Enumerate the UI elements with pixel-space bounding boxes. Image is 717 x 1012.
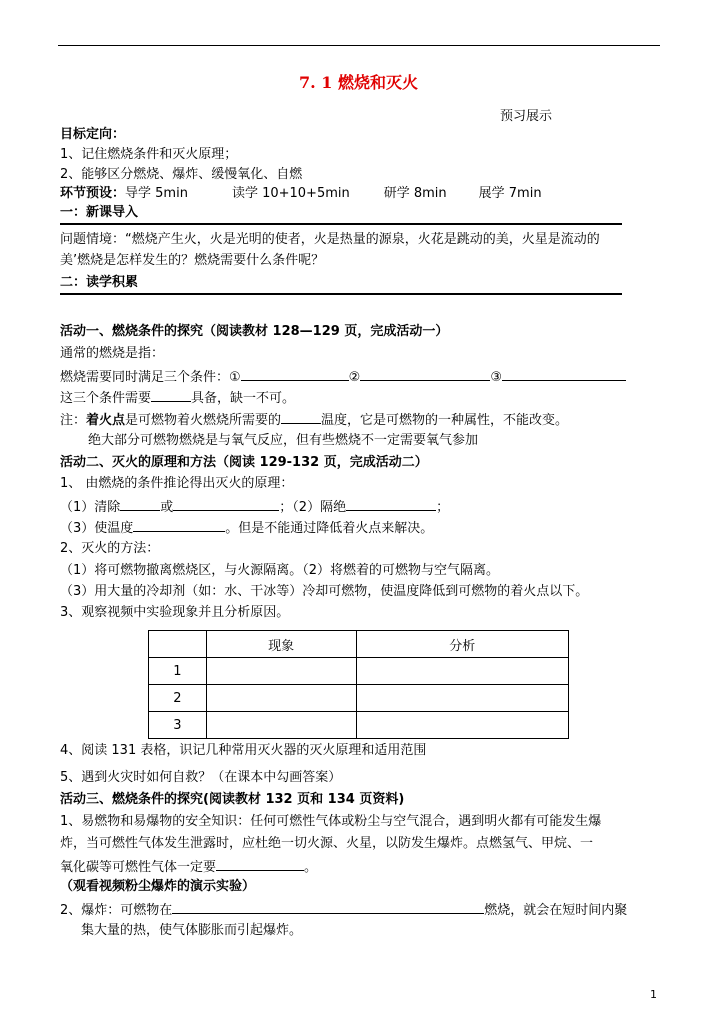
page-title: 7. 1 燃烧和灭火 <box>299 73 418 92</box>
activity2-line5: （1）将可燃物撤离燃烧区，与火源隔离。（2）将燃着的可燃物与空气隔离。 <box>60 563 500 578</box>
answer-blank-10[interactable] <box>216 857 304 871</box>
goals-heading: 目标定向： <box>60 127 126 142</box>
activity2-line3 <box>60 518 433 538</box>
answer-blank-4[interactable] <box>151 388 191 402</box>
conditions-label: 燃烧需要同时满足三个条件：① <box>60 370 241 385</box>
activity2-line7: 3、观察视频中实验现象并且分析原因。 <box>60 605 290 620</box>
table-row <box>149 712 569 739</box>
activity2-heading: 活动二、灭火的原理和方法（阅读 129-132 页，完成活动二） <box>60 455 428 470</box>
activity2-line9: 5、遇到火灾时如何自救？（在课本中勾画答案） <box>60 770 342 785</box>
text-span: 或 <box>160 500 174 515</box>
observation-table <box>148 630 569 739</box>
answer-blank-8[interactable] <box>346 497 436 511</box>
activity1-line5: 绝大部分可燃物燃烧是与氧气反应，但有些燃烧不一定需要氧气参加 <box>88 433 479 448</box>
answer-blank-2[interactable] <box>360 367 490 381</box>
schedule-guide: 导学 5min <box>125 186 188 201</box>
ignition-point-term: 着火点 <box>86 413 126 428</box>
schedule-study: 研学 8min <box>383 186 447 201</box>
table-header-phenomenon: 现象 <box>206 631 356 658</box>
text-span: 。 <box>304 860 318 875</box>
text-span: ； <box>436 500 450 515</box>
section-heading-intro: 一：新课导入 <box>60 204 622 225</box>
table-row-index: 3 <box>149 712 207 739</box>
activity3-line2: 炸，当可燃性气体发生泄露时，应杜绝一切火源、火星，以防发生爆炸。点燃氢气、甲烷、一 <box>60 836 594 851</box>
table-row <box>149 658 569 685</box>
preview-label: 预习展示 <box>500 109 553 124</box>
answer-blank-1[interactable] <box>241 367 349 381</box>
table-row-index: 2 <box>149 685 207 712</box>
condition-3-marker: ③ <box>490 370 502 385</box>
table-cell-analysis[interactable] <box>356 658 569 685</box>
activity1-heading: 活动一、燃烧条件的探究（阅读教材 128—129 页，完成活动一） <box>60 324 449 339</box>
activity1-line2 <box>60 367 626 387</box>
header-rule <box>58 45 660 46</box>
table-cell-analysis[interactable] <box>356 685 569 712</box>
goal-item-1: 1、记住燃烧条件和灭火原理； <box>60 147 238 162</box>
text-span: 这三个条件需要 <box>60 391 152 406</box>
activity3-line6: 集大量的热，使气体膨胀而引起爆炸。 <box>81 923 303 938</box>
page-number: 1 <box>650 988 657 1001</box>
table-cell-phenomenon[interactable] <box>206 658 356 685</box>
text-span: 是可燃物着火燃烧所需要的 <box>125 413 282 428</box>
table-cell-phenomenon[interactable] <box>206 685 356 712</box>
answer-blank-6[interactable] <box>120 497 160 511</box>
activity2-line4: 2、灭火的方法： <box>60 541 160 556</box>
table-header-analysis: 分析 <box>356 631 569 658</box>
activity2-line1: 1、 由燃烧的条件推论得出灭火的原理： <box>60 476 294 491</box>
activity3-line1: 1、易燃物和易爆物的安全知识：任何可燃性气体或粉尘与空气混合，遇到明火都有可能发生爆 <box>60 814 602 829</box>
note-label: 注： <box>60 413 87 428</box>
intro-text-1: 问题情境：“燃烧产生火，火是光明的使者，火是热量的源泉，火花是跳动的美，火星是流动的 <box>60 232 600 247</box>
activity3-line3 <box>60 857 317 877</box>
table-row-index: 1 <box>149 658 207 685</box>
text-span: 2、爆炸：可燃物在 <box>60 903 173 918</box>
answer-blank-7[interactable] <box>173 497 279 511</box>
activity3-line5 <box>60 900 627 920</box>
schedule-read: 读学 10+10+5min <box>231 186 350 201</box>
activity2-line8: 4、阅读 131 表格，识记几种常用灭火器的灭火原理和适用范围 <box>60 743 427 758</box>
table-row <box>149 685 569 712</box>
schedule-line <box>60 185 542 203</box>
table-header-index <box>149 631 207 658</box>
table-cell-phenomenon[interactable] <box>206 712 356 739</box>
text-span: 温度，它是可燃物的一种属性，不能改变。 <box>321 413 569 428</box>
text-span: 。但是不能通过降低着火点来解决。 <box>225 521 434 536</box>
answer-blank-9[interactable] <box>133 518 225 532</box>
answer-blank-3[interactable] <box>502 367 626 381</box>
activity2-line2 <box>60 497 449 517</box>
activity1-line4 <box>60 410 568 430</box>
text-span: 具备，缺一不可。 <box>191 391 296 406</box>
activity2-line6: （3）用大量的冷却剂（如：水、干冰等）冷却可燃物，使温度降低到可燃物的着火点以下。 <box>60 584 589 599</box>
activity1-line3 <box>60 388 295 408</box>
section-heading-reading: 二：读学积累 <box>60 274 622 295</box>
goal-item-2: 2、能够区分燃烧、爆炸、缓慢氧化、自燃 <box>60 167 303 182</box>
activity1-line1: 通常的燃烧是指： <box>60 346 165 361</box>
activity3-line4: （观看视频粉尘爆炸的演示实验） <box>60 879 256 894</box>
activity3-heading: 活动三、燃烧条件的探究(阅读教材 132 页和 134 页资料) <box>60 792 405 807</box>
text-span: 燃烧，就会在短时间内聚 <box>484 903 628 918</box>
answer-blank-5[interactable] <box>281 410 321 424</box>
table-cell-analysis[interactable] <box>356 712 569 739</box>
text-span: ；（2）隔绝 <box>279 500 347 515</box>
text-span: （1）清除 <box>60 500 121 515</box>
intro-text-2: 美’燃烧是怎样发生的？燃烧需要什么条件呢？ <box>60 253 325 268</box>
condition-2-marker: ② <box>348 370 361 385</box>
schedule-label: 环节预设： <box>60 186 126 201</box>
schedule-show: 展学 7min <box>478 186 542 201</box>
text-span: （3）使温度 <box>60 521 134 536</box>
text-span: 氧化碳等可燃性气体一定要 <box>60 860 217 875</box>
table-header-row <box>149 631 569 658</box>
answer-blank-11[interactable] <box>172 900 484 914</box>
